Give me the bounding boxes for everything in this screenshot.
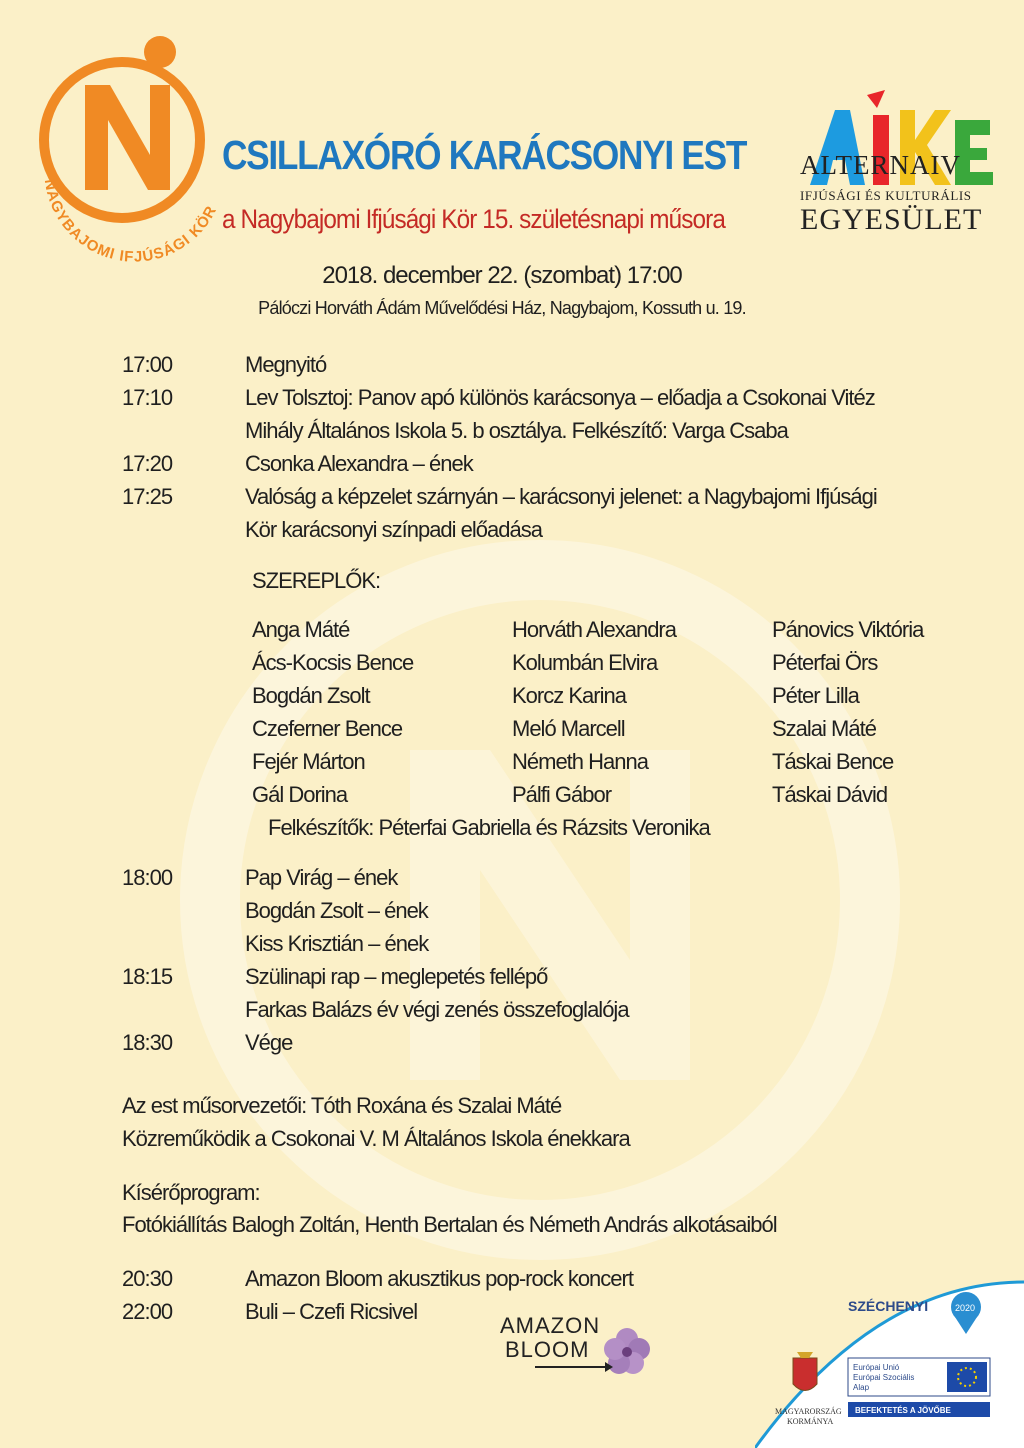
- item-party: Buli – Czefi Ricsivel: [245, 1299, 418, 1324]
- item-concert: Amazon Bloom akusztikus pop-rock koncert: [245, 1266, 633, 1291]
- partner-name: ALTERNAIV: [800, 150, 961, 180]
- page-title: CSILLAXÓRÓ KARÁCSONYI EST: [222, 132, 747, 178]
- item-song: Pap Virág – ének: [245, 865, 398, 890]
- cast-name: Korcz Karina: [512, 683, 626, 708]
- cast-name: Meló Marcell: [512, 716, 625, 741]
- cast-name: Péterfai Örs: [772, 650, 878, 675]
- time-1720: 17:20: [122, 451, 173, 476]
- eu-line3: Alap: [853, 1383, 870, 1392]
- cast-name: Ács-Kocsis Bence: [252, 650, 414, 675]
- funding-corner: [755, 1262, 1024, 1448]
- event-date: 2018. december 22. (szombat) 17:00: [322, 262, 682, 289]
- cast-name: Horváth Alexandra: [512, 617, 676, 642]
- eu-slogan: BEFEKTETÉS A JÖVŐBE: [855, 1406, 951, 1415]
- item-scene-line1: Valóság a képzelet szárnyán – karácsonyi jelenet: a Nagybajomi Ifjúsági: [245, 484, 877, 509]
- band-logo-line1: AMAZON: [500, 1313, 601, 1338]
- gov-line1: MAGYARORSZÁG: [775, 1407, 842, 1416]
- eu-flag-icon: [947, 1362, 987, 1392]
- szechenyi-text: SZÉCHENYI: [848, 1298, 929, 1314]
- cast-name: Pánovics Viktória: [772, 617, 924, 642]
- item-rap: Szülinapi rap – meglepetés fellépő: [245, 964, 548, 989]
- cast-name: Bogdán Zsolt: [252, 683, 370, 708]
- partner-name2: EGYESÜLET: [800, 203, 983, 236]
- item-song: Kiss Krisztián – ének: [245, 931, 429, 956]
- item-summary: Farkas Balázs év végi zenés összefoglalója: [245, 997, 629, 1022]
- time-2030: 20:30: [122, 1266, 173, 1291]
- cast-heading: SZEREPLŐK:: [252, 568, 381, 593]
- item-opening: Megnyitó: [245, 352, 327, 377]
- hosts-text: Az est műsorvezetői: Tóth Roxána és Szalai Máté: [122, 1093, 562, 1118]
- partner-sub: IFJÚSÁGI ÉS KULTURÁLIS: [800, 188, 972, 203]
- cast-name: Czeferner Bence: [252, 716, 403, 741]
- cast-name: Péter Lilla: [772, 683, 859, 708]
- item-scene-line2: Kör karácsonyi színpadi előadása: [245, 517, 542, 542]
- item-song: Bogdán Zsolt – ének: [245, 898, 428, 923]
- eu-line1: Európai Unió: [853, 1363, 900, 1372]
- page-subtitle: a Nagybajomi Ifjúsági Kör 15. születésnapi műsora: [222, 204, 725, 234]
- time-1830: 18:30: [122, 1030, 173, 1055]
- time-1800: 18:00: [122, 865, 173, 890]
- time-1700: 17:00: [122, 352, 173, 377]
- time-1815: 18:15: [122, 964, 173, 989]
- amazon-bloom-logo-icon: [495, 1305, 665, 1385]
- cast-name: Gál Dorina: [252, 782, 348, 807]
- cast-name: Táskai Bence: [772, 749, 894, 774]
- item-play-line2: Mihály Általános Iskola 5. b osztálya. Felkészítő: Varga Csaba: [245, 418, 788, 443]
- cast-name: Pálfi Gábor: [512, 782, 612, 807]
- szechenyi-year: 2020: [955, 1303, 976, 1313]
- item-song: Csonka Alexandra – ének: [245, 451, 473, 476]
- coat-of-arms-icon: [793, 1352, 817, 1391]
- event-venue: Pálóczi Horváth Ádám Művelődési Ház, Nagybajom, Kossuth u. 19.: [258, 298, 746, 318]
- eu-line2: Európai Szociális: [853, 1373, 915, 1382]
- item-play-line1: Lev Tolsztoj: Panov apó különös karácsonya – előadja a Csokonai Vitéz: [245, 385, 875, 410]
- nagybajomi-logo-icon: [30, 30, 230, 290]
- side-program-text: Fotókiállítás Balogh Zoltán, Henth Bertalan és Németh András alkotásaiból: [122, 1212, 777, 1237]
- item-end: Vége: [245, 1030, 293, 1055]
- band-logo-line2: BLOOM: [505, 1337, 590, 1362]
- time-2200: 22:00: [122, 1299, 173, 1324]
- cast-name: Táskai Dávid: [772, 782, 888, 807]
- cast-name: Fejér Márton: [252, 749, 365, 774]
- cast-trainers: Felkészítők: Péterfai Gabriella és Rázsits Veronika: [268, 815, 710, 840]
- cast-name: Anga Máté: [252, 617, 350, 642]
- cast-name: Németh Hanna: [512, 749, 648, 774]
- cast-name: Szalai Máté: [772, 716, 876, 741]
- choir-text: Közreműködik a Csokonai V. M Általános Iskola énekkara: [122, 1126, 630, 1151]
- time-1725: 17:25: [122, 484, 173, 509]
- logo-arc-text: NAGYBAJOMI IFJÚSÁGI KÖR: [40, 177, 221, 266]
- side-program-heading: Kísérőprogram:: [122, 1180, 260, 1205]
- cast-name: Kolumbán Elvira: [512, 650, 658, 675]
- time-1710: 17:10: [122, 385, 173, 410]
- gov-line2: KORMÁNYA: [787, 1417, 834, 1426]
